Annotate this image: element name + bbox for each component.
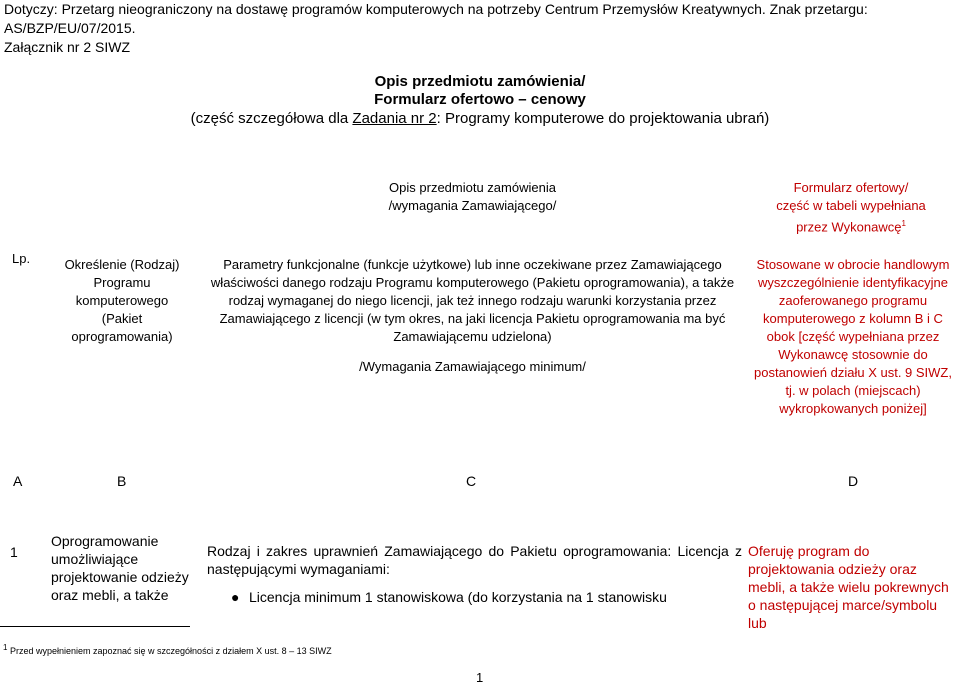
head-left-line-1: Opis przedmiotu zamówienia [389, 180, 556, 195]
bullet-icon: ● [231, 589, 240, 605]
col-offer: Stosowane w obrocie handlowym wyszczególnienie identyfikacyjne zaoferowanego programu komputerowego z kolumn B i C obok [część wypełniana przez Wykonawcę stosownie do postanowień działu X ust. 9 SIWZ, tj. w polach (miejscach) wykropkowanych poniżej] [754, 257, 952, 416]
col-name: Określenie (Rodzaj) Programu komputerowego (Pakiet oprogramowania) [64, 257, 180, 344]
title-task-link: Zadania nr 2 [352, 110, 437, 127]
footnote-separator [0, 626, 190, 627]
header-line-1: Dotyczy: Przetarg nieograniczony na dostawę programów komputerowych na potrzeby Centrum Przemysłów Kreatywnych. Znak przetargu: AS/BZP/EU/07/2015. [4, 1, 868, 36]
footnote-ref: 1 [901, 219, 906, 228]
title-line-3 [0, 108, 960, 129]
footnote-number: 1 [3, 643, 8, 652]
col-params [200, 256, 745, 376]
title-line-2: Formularz ofertowo – cenowy [374, 91, 586, 108]
head-right-line-2: część w tabeli wypełniana [776, 198, 926, 213]
table-head-left [205, 179, 740, 215]
title-line-3-pre: (część szczegółowa dla [190, 110, 353, 127]
head-right-line-3-text: przez Wykonawcę [796, 219, 902, 235]
col-letter-b: B [117, 473, 127, 489]
title-line-1: Opis przedmiotu zamówienia/ [374, 73, 586, 90]
footnote [3, 642, 332, 657]
col-params-text: Parametry funkcjonalne (funkcje użytkowe) lub inne oczekiwane przez Zamawiającego właściwości danego rodzaju Programu komputerowego (Pakietu oprogramowania), a także rodzaj wymaganej do niego licencji, jak też innego rodzaju warunki korzystania przez Zamawiającego z licencji (w tym okres, na jaki licencja Pakietu oprogramowania ma być Zamawiającemu udzielona) [210, 257, 735, 344]
header-line-2: Załącznik nr 2 SIWZ [4, 39, 131, 55]
row1-offer: Oferuję program do projektowania odzieży oraz mebli, a także wielu pokrewnych o następującej marce/symbolu lub [748, 543, 949, 631]
title-line-3-post: : Programy komputerowe do projektowania ubrań) [436, 110, 770, 127]
footnote-text: Przed wypełnieniem zapoznać się w szczegółności z działem X ust. 8 – 13 SIWZ [9, 646, 332, 656]
col-letter-a: A [13, 473, 23, 489]
row1-bullet-item [231, 588, 742, 606]
col-params-minimum: /Wymagania Zamawiającego minimum/ [359, 359, 586, 374]
row1-lp: 1 [10, 544, 18, 560]
col-letter-c: C [466, 473, 477, 489]
col-lp: Lp. [12, 251, 31, 266]
table-head-right [745, 179, 957, 236]
head-right-line-1: Formularz ofertowy/ [793, 180, 909, 195]
row1-desc: Rodzaj i zakres uprawnień Zamawiającego do Pakietu oprogramowania: Licencja z następującymi wymaganiami: [207, 543, 742, 577]
page-number: 1 [476, 670, 484, 685]
head-right-line-3 [745, 215, 957, 236]
document-header [4, 0, 954, 57]
head-left-line-2: /wymagania Zamawiającego/ [388, 198, 557, 213]
row1-name: Oprogramowanie umożliwiające projektowanie odzieży oraz mebli, a także [51, 533, 189, 603]
col-letter-d: D [848, 473, 859, 489]
row1-bullet-text: Licencja minimum 1 stanowiskowa (do korzystania na 1 stanowisku [249, 589, 667, 605]
